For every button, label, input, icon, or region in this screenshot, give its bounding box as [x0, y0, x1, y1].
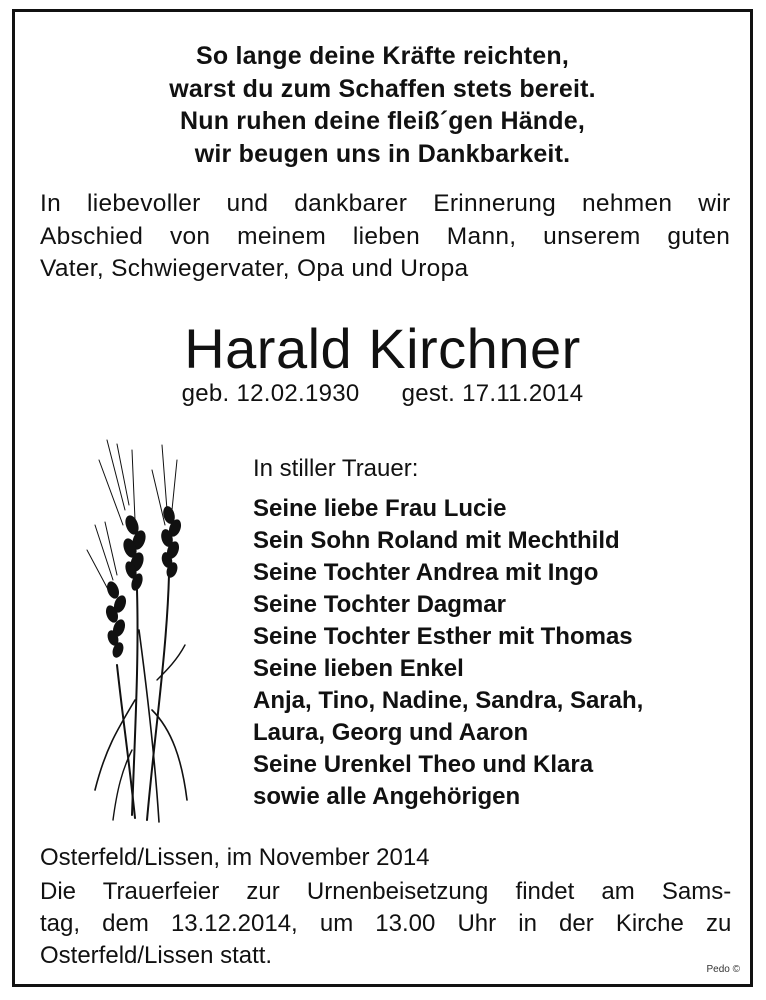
- ceremony-line: tag, dem 13.12.2014, um 13.00 Uhr in der Kirche zu: [40, 910, 732, 937]
- mourner-line: Seine Urenkel Theo und Klara: [253, 751, 594, 778]
- mourner-line: Seine lieben Enkel: [253, 655, 464, 682]
- life-dates: [15, 379, 750, 409]
- mourner-line: Laura, Georg und Aaron: [253, 719, 529, 746]
- mourners-list: [253, 453, 743, 813]
- mourner-line: Seine Tochter Dagmar: [253, 591, 506, 618]
- deceased-name: Harald Kirchner: [184, 317, 581, 380]
- poem-line: So lange deine Kräfte reichten,: [196, 42, 569, 70]
- ceremony-line: Osterfeld/Lissen statt.: [40, 942, 273, 969]
- birth-date: geb. 12.02.1930: [181, 380, 360, 407]
- death-date: gest. 17.11.2014: [401, 380, 584, 407]
- place-date: Osterfeld/Lissen, im November 2014: [40, 844, 430, 871]
- mourner-line: sowie alle Angehörigen: [253, 783, 521, 810]
- obituary-frame: [12, 9, 753, 987]
- intro-line: In liebevoller und dankbarer Erinnerung nehmen wir: [40, 190, 731, 217]
- poem-line: wir beugen uns in Dankbarkeit.: [194, 139, 571, 168]
- credit: Pedo ©: [706, 964, 740, 975]
- mourner-line: Seine Tochter Andrea mit Ingo: [253, 559, 599, 586]
- mourner-line: Sein Sohn Roland mit Mechthild: [253, 527, 620, 554]
- poem-line: warst du zum Schaffen stets bereit.: [169, 74, 596, 103]
- ceremony-notice: [40, 876, 731, 972]
- intro-text: [40, 188, 730, 286]
- poem: [15, 40, 750, 170]
- mourner-line: Anja, Tino, Nadine, Sandra, Sarah,: [253, 687, 644, 714]
- poem-line: Nun ruhen deine fleiß´gen Hände,: [179, 107, 586, 135]
- mourner-line: Seine liebe Frau Lucie: [253, 495, 507, 522]
- mourner-line: Seine Tochter Esther mit Thomas: [253, 623, 633, 650]
- ceremony-line: Die Trauerfeier zur Urnenbeisetzung findet am Sams-: [40, 878, 732, 905]
- mourners-heading: In stiller Trauer:: [253, 455, 419, 482]
- wheat-icon: [77, 430, 207, 825]
- intro-line: Vater, Schwiegervater, Opa und Uropa: [40, 255, 469, 282]
- intro-line: Abschied von meinem lieben Mann, unserem guten: [40, 222, 731, 250]
